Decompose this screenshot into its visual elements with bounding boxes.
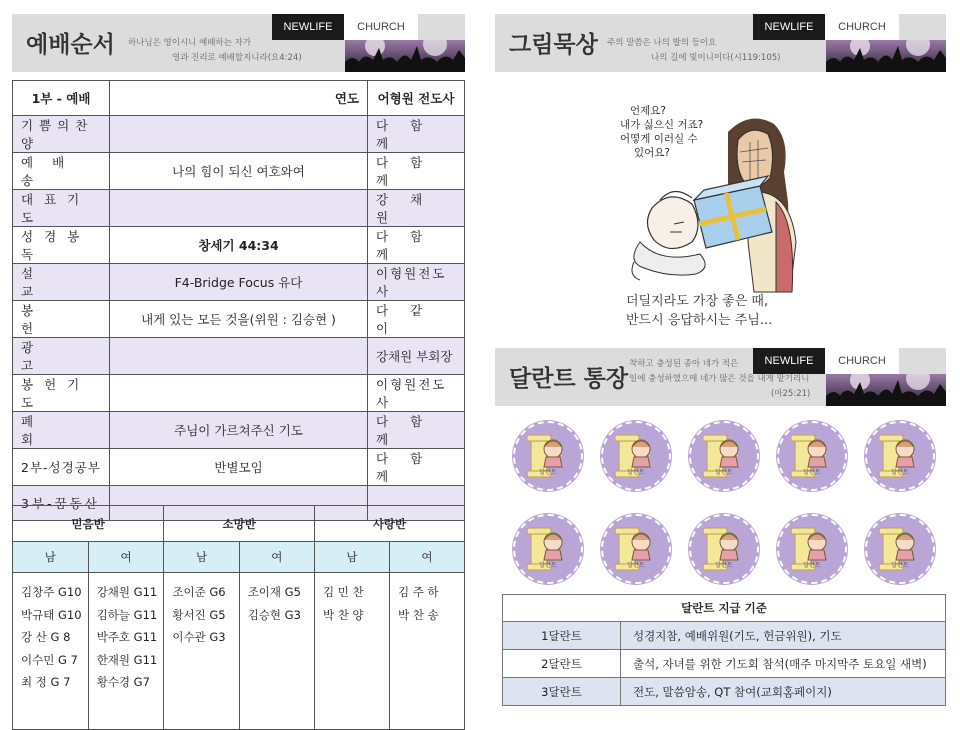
talent-coin-icon [779, 423, 845, 489]
order-content: 창세기 44:34 [110, 226, 368, 263]
order-item: 대표기도 [13, 189, 110, 226]
verse-line-2: 영과 진리로 예배할지니라(요4:24) [172, 53, 302, 63]
member: 박규태 G10 [21, 607, 82, 622]
order-item: 설교 [13, 263, 110, 300]
order-year-cell [110, 81, 368, 116]
bubble-line: 언제요? [630, 105, 667, 117]
page-title: 예배순서 [26, 32, 115, 58]
talent-row [503, 622, 946, 650]
year-label: 연도 [334, 90, 359, 106]
order-leader: 다함께 [368, 411, 465, 448]
member: 조이재 G5 [247, 585, 301, 599]
member: 김 민 찬 [322, 585, 364, 599]
church-badge: CHURCH [344, 14, 418, 40]
member: 이수민 G 7 [21, 652, 78, 667]
medal-label: 달란트 [803, 469, 821, 476]
gender-label: 여 [389, 542, 464, 573]
talent-table-title: 달란트 지급 기준 [503, 595, 946, 622]
medal-label: 달란트 [715, 469, 733, 476]
talent-desc: 전도, 말씀암송, QT 참여(교회홈페이지) [621, 678, 946, 706]
member: 박 찬 양 [322, 607, 364, 622]
talent-header [495, 348, 946, 406]
order-item: 봉헌기도 [13, 374, 110, 411]
order-row [13, 263, 465, 300]
member-list [314, 573, 389, 730]
worship-order-table [12, 80, 465, 521]
order-item: 예배송 [13, 152, 110, 189]
member: 김창주 G10 [21, 585, 82, 599]
member: 김승현 G3 [247, 607, 301, 622]
order-content: 내게 있는 모든 것을(위원 : 김승현 ) [110, 300, 368, 337]
order-item: 2부-성경공부 [13, 448, 110, 485]
order-content [110, 374, 368, 411]
member: 박주호 G11 [96, 630, 158, 644]
leader-label: 어형원 전도사 [377, 90, 455, 106]
verse-line-1: 착하고 충성된 종아 네가 적은 [629, 359, 739, 369]
section-title: 그림묵상 [509, 32, 598, 58]
talent-table-title-row [503, 595, 946, 622]
medal-label: 달란트 [539, 562, 557, 569]
order-content: 반별모임 [110, 448, 368, 485]
gender-label: 남 [164, 542, 239, 573]
order-row [13, 226, 465, 263]
order-leader: 다함께 [368, 152, 465, 189]
talent-coin-icon [603, 516, 669, 582]
gender-label: 남 [13, 542, 89, 573]
member: 강 산 G 8 [21, 630, 71, 644]
order-row [13, 115, 465, 152]
talent-medal [689, 514, 759, 584]
talent-coin-icon [691, 423, 757, 489]
talent-criteria-table [502, 594, 946, 706]
talent-medal [689, 421, 759, 491]
talent-level: 1달란트 [503, 622, 621, 650]
members-row [13, 573, 465, 730]
member: 최 정 G 7 [21, 675, 71, 689]
talent-desc: 성경지참, 예배위원(기도, 헌금위원), 기도 [621, 622, 946, 650]
member: 이수관 G3 [172, 630, 226, 644]
picture-meditation-header [495, 14, 946, 72]
verse-line-2: 일에 충성하였으매 네가 많은 것을 내게 맡기리니 [629, 374, 810, 384]
order-content [110, 115, 368, 152]
caption-line: 더딜지라도 가장 좋은 때, [626, 294, 769, 309]
class-name: 소망반 [164, 506, 315, 542]
bubble-line: 있어요? [634, 147, 671, 159]
member: 강채원 G11 [96, 585, 158, 599]
order-item: 광고 [13, 337, 110, 374]
order-content: F4-Bridge Focus 유다 [110, 263, 368, 300]
order-row [13, 374, 465, 411]
order-leader: 다함께 [368, 226, 465, 263]
order-row [13, 411, 465, 448]
member-list [88, 573, 164, 730]
member: 김하늘 G11 [96, 607, 158, 622]
order-row [13, 448, 465, 485]
gender-label: 여 [88, 542, 164, 573]
order-leader: 강채원 부회장 [368, 337, 465, 374]
talent-medal [777, 514, 847, 584]
talent-medal [865, 514, 935, 584]
talent-row [503, 650, 946, 678]
class-name: 믿음반 [13, 506, 164, 542]
member-list [239, 573, 314, 730]
talent-coin-icon [691, 516, 757, 582]
medal-label: 달란트 [891, 562, 909, 569]
member: 박 찬 송 [397, 607, 439, 622]
order-row [13, 300, 465, 337]
newlife-badge: NEWLIFE [753, 348, 825, 374]
newlife-badge: NEWLIFE [753, 14, 825, 40]
church-badge: CHURCH [825, 348, 899, 374]
member: 김 주 하 [397, 585, 439, 599]
talent-medal [513, 514, 583, 584]
medal-label: 달란트 [539, 469, 557, 476]
concert-image [826, 374, 946, 406]
class-table [12, 505, 465, 730]
talent-row [503, 678, 946, 706]
talent-level: 2달란트 [503, 650, 621, 678]
concert-image [345, 40, 465, 72]
talent-level: 3달란트 [503, 678, 621, 706]
part-label: 1부 - 예배 [31, 90, 91, 106]
talent-coin-icon [515, 516, 581, 582]
talent-medal [865, 421, 935, 491]
order-row [13, 337, 465, 374]
talent-coin-icon [779, 516, 845, 582]
talent-medal [601, 514, 671, 584]
order-leader: 이형원전도사 [368, 263, 465, 300]
bubble-line: 내가 싫으신 거죠? [620, 119, 704, 131]
medal-label: 달란트 [627, 562, 645, 569]
order-row [13, 189, 465, 226]
order-item: 폐회 [13, 411, 110, 448]
order-part-cell [13, 81, 110, 116]
medal-label: 달란트 [803, 562, 821, 569]
talent-medal [601, 421, 671, 491]
order-content [110, 189, 368, 226]
class-name: 사랑반 [314, 506, 464, 542]
cartoon-illustration [600, 92, 840, 342]
order-content: 주님이 가르쳐주신 기도 [110, 411, 368, 448]
order-row [13, 152, 465, 189]
order-leader: 강채원 [368, 189, 465, 226]
order-content: 나의 힘이 되신 여호와여 [110, 152, 368, 189]
talent-coin-icon [515, 423, 581, 489]
verse-line-2: 나의 길에 빛이니이다(시119:105) [651, 53, 781, 63]
order-item: 봉헌 [13, 300, 110, 337]
order-content [110, 337, 368, 374]
verse-line-1: 하나님은 영이시니 예배하는 자가 [128, 38, 252, 48]
gender-label: 남 [314, 542, 389, 573]
speech-bubble [620, 104, 703, 160]
member: 황서진 G5 [172, 607, 226, 622]
talent-coin-icon [867, 423, 933, 489]
bubble-line: 어떻게 이러실 수 [620, 133, 698, 145]
order-header-row [13, 81, 465, 116]
medal-label: 달란트 [627, 469, 645, 476]
member: 조이준 G6 [172, 585, 226, 599]
newlife-badge: NEWLIFE [272, 14, 344, 40]
order-item: 성경봉독 [13, 226, 110, 263]
member: 한재원 G11 [96, 652, 158, 667]
class-name-row [13, 506, 465, 542]
verse-line-1: 주의 말씀은 나의 발의 등이요 [607, 38, 717, 48]
order-leader: 이형원전도사 [368, 374, 465, 411]
order-item: 3부-꿈동산 [13, 485, 110, 520]
worship-order-header [12, 14, 465, 72]
order-leader-cell [368, 81, 465, 116]
member-list [13, 573, 89, 730]
talent-desc: 출석, 자녀를 위한 기도회 참석(매주 마지막주 토요일 새벽) [621, 650, 946, 678]
concert-image [826, 40, 946, 72]
verse-ref: (마25:21) [771, 389, 811, 399]
medal-label: 달란트 [891, 469, 909, 476]
talent-coin-icon [867, 516, 933, 582]
gender-label: 여 [239, 542, 314, 573]
order-leader: 다함께 [368, 448, 465, 485]
order-leader: 다함께 [368, 115, 465, 152]
caption-line: 반드시 응답하시는 주님... [626, 313, 773, 328]
member-list [164, 573, 239, 730]
order-item: 기쁨의찬양 [13, 115, 110, 152]
member: 황수경 G7 [96, 675, 150, 689]
talent-coin-icon [603, 423, 669, 489]
talent-medal [777, 421, 847, 491]
talent-medal [513, 421, 583, 491]
order-leader: 다같이 [368, 300, 465, 337]
church-badge: CHURCH [825, 14, 899, 40]
cartoon-caption [626, 292, 772, 330]
gender-row [13, 542, 465, 573]
member-list [389, 573, 464, 730]
medal-label: 달란트 [715, 562, 733, 569]
section-title: 달란트 통장 [509, 366, 629, 392]
